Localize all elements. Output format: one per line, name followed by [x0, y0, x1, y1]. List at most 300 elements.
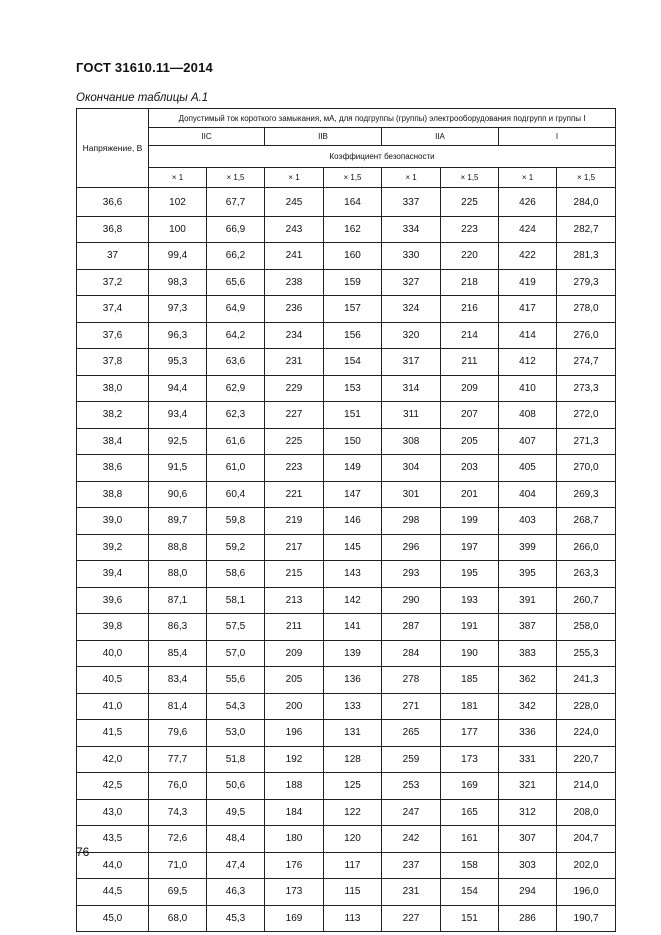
- voltage-cell: 38,2: [77, 402, 149, 429]
- current-cell: 383: [499, 640, 557, 667]
- current-cell: 228,0: [557, 693, 616, 720]
- current-cell: 320: [382, 322, 441, 349]
- current-cell: 278,0: [557, 296, 616, 323]
- current-cell: 64,2: [207, 322, 265, 349]
- current-cell: 67,7: [207, 188, 265, 217]
- voltage-cell: 42,5: [77, 773, 149, 800]
- current-cell: 301: [382, 481, 441, 508]
- current-cell: 241: [265, 243, 324, 270]
- current-cell: 287: [382, 614, 441, 641]
- current-cell: 324: [382, 296, 441, 323]
- table-row: [77, 826, 616, 853]
- voltage-cell: 40,5: [77, 667, 149, 694]
- current-cell: 207: [441, 402, 499, 429]
- current-cell: 410: [499, 375, 557, 402]
- current-cell: 229: [265, 375, 324, 402]
- table-body: [77, 188, 616, 932]
- current-cell: 159: [324, 269, 382, 296]
- current-cell: 224,0: [557, 720, 616, 747]
- current-cell: 414: [499, 322, 557, 349]
- current-cell: 153: [324, 375, 382, 402]
- current-cell: 336: [499, 720, 557, 747]
- current-cell: 245: [265, 188, 324, 217]
- table-row: [77, 693, 616, 720]
- current-cell: 214: [441, 322, 499, 349]
- factor-header: × 1: [149, 168, 207, 188]
- current-cell: 234: [265, 322, 324, 349]
- current-cell: 94,4: [149, 375, 207, 402]
- current-cell: 196,0: [557, 879, 616, 906]
- current-cell: 185: [441, 667, 499, 694]
- current-cell: 141: [324, 614, 382, 641]
- voltage-cell: 36,6: [77, 188, 149, 217]
- voltage-cell: 39,6: [77, 587, 149, 614]
- current-cell: 188: [265, 773, 324, 800]
- table-row: [77, 773, 616, 800]
- current-cell: 271,3: [557, 428, 616, 455]
- table-row: [77, 216, 616, 243]
- voltage-cell: 44,5: [77, 879, 149, 906]
- current-cell: 219: [265, 508, 324, 535]
- table-row: [77, 614, 616, 641]
- current-cell: 180: [265, 826, 324, 853]
- voltage-cell: 41,5: [77, 720, 149, 747]
- current-cell: 272,0: [557, 402, 616, 429]
- current-cell: 81,4: [149, 693, 207, 720]
- table-row: [77, 322, 616, 349]
- table-row: [77, 640, 616, 667]
- current-cell: 220,7: [557, 746, 616, 773]
- current-cell: 258,0: [557, 614, 616, 641]
- current-cell: 91,5: [149, 455, 207, 482]
- table-row: [77, 243, 616, 270]
- current-cell: 404: [499, 481, 557, 508]
- current-cell: 60,4: [207, 481, 265, 508]
- table-row: [77, 587, 616, 614]
- current-cell: 64,9: [207, 296, 265, 323]
- current-cell: 45,3: [207, 905, 265, 932]
- current-cell: 58,6: [207, 561, 265, 588]
- voltage-header: Напряжение, В: [77, 109, 149, 188]
- table-caption: Окончание таблицы А.1: [76, 92, 209, 104]
- current-cell: 120: [324, 826, 382, 853]
- table-row: [77, 428, 616, 455]
- table-row: [77, 349, 616, 376]
- current-cell: 217: [265, 534, 324, 561]
- factor-header: × 1,5: [324, 168, 382, 188]
- current-cell: 205: [265, 667, 324, 694]
- current-cell: 294: [499, 879, 557, 906]
- current-cell: 417: [499, 296, 557, 323]
- current-cell: 146: [324, 508, 382, 535]
- current-cell: 86,3: [149, 614, 207, 641]
- current-cell: 51,8: [207, 746, 265, 773]
- current-cell: 221: [265, 481, 324, 508]
- current-cell: 191: [441, 614, 499, 641]
- current-cell: 290: [382, 587, 441, 614]
- current-cell: 190,7: [557, 905, 616, 932]
- factor-header: × 1: [499, 168, 557, 188]
- current-table: [76, 108, 616, 932]
- current-cell: 337: [382, 188, 441, 217]
- table-row: [77, 799, 616, 826]
- current-cell: 169: [441, 773, 499, 800]
- current-cell: 216: [441, 296, 499, 323]
- current-cell: 173: [265, 879, 324, 906]
- current-cell: 158: [441, 852, 499, 879]
- current-cell: 113: [324, 905, 382, 932]
- current-cell: 327: [382, 269, 441, 296]
- current-cell: 218: [441, 269, 499, 296]
- current-cell: 405: [499, 455, 557, 482]
- current-cell: 204,7: [557, 826, 616, 853]
- current-cell: 62,3: [207, 402, 265, 429]
- current-cell: 76,0: [149, 773, 207, 800]
- current-cell: 236: [265, 296, 324, 323]
- current-cell: 321: [499, 773, 557, 800]
- current-cell: 247: [382, 799, 441, 826]
- current-cell: 331: [499, 746, 557, 773]
- current-cell: 225: [265, 428, 324, 455]
- current-cell: 238: [265, 269, 324, 296]
- current-cell: 201: [441, 481, 499, 508]
- current-cell: 156: [324, 322, 382, 349]
- table-row: [77, 188, 616, 217]
- voltage-cell: 37: [77, 243, 149, 270]
- current-cell: 211: [265, 614, 324, 641]
- table-row: [77, 852, 616, 879]
- current-cell: 49,5: [207, 799, 265, 826]
- voltage-cell: 38,4: [77, 428, 149, 455]
- current-cell: 154: [324, 349, 382, 376]
- current-cell: 160: [324, 243, 382, 270]
- current-cell: 223: [441, 216, 499, 243]
- current-cell: 50,6: [207, 773, 265, 800]
- current-cell: 164: [324, 188, 382, 217]
- current-cell: 57,5: [207, 614, 265, 641]
- current-cell: 46,3: [207, 879, 265, 906]
- current-cell: 165: [441, 799, 499, 826]
- current-cell: 79,6: [149, 720, 207, 747]
- current-cell: 227: [265, 402, 324, 429]
- current-cell: 334: [382, 216, 441, 243]
- current-cell: 395: [499, 561, 557, 588]
- current-cell: 115: [324, 879, 382, 906]
- current-cell: 412: [499, 349, 557, 376]
- voltage-cell: 41,0: [77, 693, 149, 720]
- current-cell: 196: [265, 720, 324, 747]
- voltage-cell: 43,0: [77, 799, 149, 826]
- voltage-cell: 39,4: [77, 561, 149, 588]
- current-cell: 197: [441, 534, 499, 561]
- group-header: IIA: [382, 128, 499, 146]
- current-cell: 83,4: [149, 667, 207, 694]
- current-cell: 312: [499, 799, 557, 826]
- voltage-cell: 37,6: [77, 322, 149, 349]
- current-cell: 298: [382, 508, 441, 535]
- current-cell: 177: [441, 720, 499, 747]
- table-row: [77, 561, 616, 588]
- current-cell: 231: [265, 349, 324, 376]
- current-cell: 293: [382, 561, 441, 588]
- current-cell: 117: [324, 852, 382, 879]
- current-cell: 74,3: [149, 799, 207, 826]
- current-cell: 243: [265, 216, 324, 243]
- voltage-cell: 44,0: [77, 852, 149, 879]
- current-cell: 88,8: [149, 534, 207, 561]
- current-cell: 88,0: [149, 561, 207, 588]
- current-cell: 145: [324, 534, 382, 561]
- table-row: [77, 508, 616, 535]
- current-cell: 317: [382, 349, 441, 376]
- current-cell: 66,9: [207, 216, 265, 243]
- current-cell: 199: [441, 508, 499, 535]
- current-cell: 57,0: [207, 640, 265, 667]
- current-cell: 308: [382, 428, 441, 455]
- factor-header: × 1,5: [207, 168, 265, 188]
- current-cell: 281,3: [557, 243, 616, 270]
- current-cell: 54,3: [207, 693, 265, 720]
- current-cell: 68,0: [149, 905, 207, 932]
- group-header: I: [499, 128, 616, 146]
- current-cell: 311: [382, 402, 441, 429]
- current-cell: 214,0: [557, 773, 616, 800]
- current-cell: 131: [324, 720, 382, 747]
- current-cell: 139: [324, 640, 382, 667]
- current-cell: 99,4: [149, 243, 207, 270]
- current-cell: 265: [382, 720, 441, 747]
- voltage-cell: 38,8: [77, 481, 149, 508]
- current-cell: 202,0: [557, 852, 616, 879]
- current-cell: 48,4: [207, 826, 265, 853]
- current-cell: 190: [441, 640, 499, 667]
- current-cell: 61,6: [207, 428, 265, 455]
- table-row: [77, 746, 616, 773]
- current-cell: 419: [499, 269, 557, 296]
- current-cell: 279,3: [557, 269, 616, 296]
- document-header: ГОСТ 31610.11—2014: [76, 60, 213, 75]
- current-cell: 209: [441, 375, 499, 402]
- current-cell: 284,0: [557, 188, 616, 217]
- current-cell: 58,1: [207, 587, 265, 614]
- current-cell: 72,6: [149, 826, 207, 853]
- current-cell: 157: [324, 296, 382, 323]
- current-cell: 100: [149, 216, 207, 243]
- current-cell: 102: [149, 188, 207, 217]
- current-cell: 387: [499, 614, 557, 641]
- current-cell: 169: [265, 905, 324, 932]
- current-cell: 192: [265, 746, 324, 773]
- current-cell: 304: [382, 455, 441, 482]
- current-cell: 98,3: [149, 269, 207, 296]
- current-cell: 162: [324, 216, 382, 243]
- current-cell: 150: [324, 428, 382, 455]
- current-cell: 47,4: [207, 852, 265, 879]
- current-cell: 330: [382, 243, 441, 270]
- current-cell: 276,0: [557, 322, 616, 349]
- current-cell: 220: [441, 243, 499, 270]
- current-cell: 122: [324, 799, 382, 826]
- current-cell: 85,4: [149, 640, 207, 667]
- voltage-cell: 37,4: [77, 296, 149, 323]
- table-row: [77, 667, 616, 694]
- current-cell: 403: [499, 508, 557, 535]
- current-cell: 278: [382, 667, 441, 694]
- current-cell: 151: [324, 402, 382, 429]
- page-number: 76: [76, 845, 90, 859]
- current-cell: 128: [324, 746, 382, 773]
- current-cell: 133: [324, 693, 382, 720]
- current-cell: 92,5: [149, 428, 207, 455]
- current-cell: 241,3: [557, 667, 616, 694]
- factor-header: × 1: [265, 168, 324, 188]
- current-cell: 59,2: [207, 534, 265, 561]
- current-cell: 215: [265, 561, 324, 588]
- current-cell: 200: [265, 693, 324, 720]
- current-cell: 90,6: [149, 481, 207, 508]
- group-header: IIB: [265, 128, 382, 146]
- current-cell: 184: [265, 799, 324, 826]
- current-cell: 62,9: [207, 375, 265, 402]
- voltage-cell: 36,8: [77, 216, 149, 243]
- current-cell: 63,6: [207, 349, 265, 376]
- current-cell: 151: [441, 905, 499, 932]
- current-cell: 391: [499, 587, 557, 614]
- voltage-cell: 42,0: [77, 746, 149, 773]
- current-cell: 71,0: [149, 852, 207, 879]
- current-cell: 205: [441, 428, 499, 455]
- current-cell: 154: [441, 879, 499, 906]
- current-cell: 237: [382, 852, 441, 879]
- current-cell: 136: [324, 667, 382, 694]
- current-cell: 213: [265, 587, 324, 614]
- current-cell: 142: [324, 587, 382, 614]
- table-row: [77, 455, 616, 482]
- current-cell: 227: [382, 905, 441, 932]
- current-cell: 271: [382, 693, 441, 720]
- table-row: [77, 879, 616, 906]
- current-cell: 209: [265, 640, 324, 667]
- voltage-cell: 37,8: [77, 349, 149, 376]
- table-row: [77, 375, 616, 402]
- current-cell: 55,6: [207, 667, 265, 694]
- current-cell: 161: [441, 826, 499, 853]
- current-cell: 203: [441, 455, 499, 482]
- current-cell: 268,7: [557, 508, 616, 535]
- voltage-cell: 37,2: [77, 269, 149, 296]
- voltage-cell: 39,0: [77, 508, 149, 535]
- current-cell: 408: [499, 402, 557, 429]
- current-cell: 407: [499, 428, 557, 455]
- current-cell: 242: [382, 826, 441, 853]
- current-cell: 266,0: [557, 534, 616, 561]
- factor-header: × 1: [382, 168, 441, 188]
- current-cell: 208,0: [557, 799, 616, 826]
- voltage-cell: 38,6: [77, 455, 149, 482]
- current-cell: 260,7: [557, 587, 616, 614]
- current-cell: 362: [499, 667, 557, 694]
- current-cell: 125: [324, 773, 382, 800]
- factor-header: × 1,5: [441, 168, 499, 188]
- current-cell: 253: [382, 773, 441, 800]
- current-cell: 303: [499, 852, 557, 879]
- current-cell: 61,0: [207, 455, 265, 482]
- table-row: [77, 534, 616, 561]
- current-cell: 93,4: [149, 402, 207, 429]
- current-cell: 95,3: [149, 349, 207, 376]
- current-cell: 274,7: [557, 349, 616, 376]
- current-cell: 149: [324, 455, 382, 482]
- current-cell: 269,3: [557, 481, 616, 508]
- current-cell: 173: [441, 746, 499, 773]
- current-cell: 296: [382, 534, 441, 561]
- current-cell: 59,8: [207, 508, 265, 535]
- table-row: [77, 905, 616, 932]
- current-cell: 223: [265, 455, 324, 482]
- current-cell: 211: [441, 349, 499, 376]
- current-cell: 96,3: [149, 322, 207, 349]
- current-cell: 89,7: [149, 508, 207, 535]
- voltage-cell: 38,0: [77, 375, 149, 402]
- table-row: [77, 402, 616, 429]
- current-cell: 263,3: [557, 561, 616, 588]
- current-cell: 193: [441, 587, 499, 614]
- current-cell: 426: [499, 188, 557, 217]
- current-header: Допустимый ток короткого замыкания, мА, для подгруппы (группы) электрооборудования подгрупп и группы I: [149, 109, 616, 128]
- current-cell: 87,1: [149, 587, 207, 614]
- table-row: [77, 269, 616, 296]
- current-cell: 286: [499, 905, 557, 932]
- current-cell: 424: [499, 216, 557, 243]
- current-cell: 65,6: [207, 269, 265, 296]
- voltage-cell: 43,5: [77, 826, 149, 853]
- voltage-cell: 39,8: [77, 614, 149, 641]
- current-cell: 273,3: [557, 375, 616, 402]
- current-cell: 259: [382, 746, 441, 773]
- voltage-cell: 40,0: [77, 640, 149, 667]
- current-cell: 66,2: [207, 243, 265, 270]
- safety-factor-header: Коэффициент безопасности: [149, 146, 616, 168]
- current-cell: 399: [499, 534, 557, 561]
- current-cell: 147: [324, 481, 382, 508]
- voltage-cell: 45,0: [77, 905, 149, 932]
- table-row: [77, 296, 616, 323]
- table-header: [77, 109, 616, 188]
- table-row: [77, 720, 616, 747]
- current-cell: 53,0: [207, 720, 265, 747]
- group-header: IIC: [149, 128, 265, 146]
- current-cell: 270,0: [557, 455, 616, 482]
- current-cell: 314: [382, 375, 441, 402]
- current-cell: 176: [265, 852, 324, 879]
- current-cell: 255,3: [557, 640, 616, 667]
- current-cell: 225: [441, 188, 499, 217]
- current-cell: 77,7: [149, 746, 207, 773]
- current-cell: 181: [441, 693, 499, 720]
- voltage-cell: 39,2: [77, 534, 149, 561]
- current-cell: 69,5: [149, 879, 207, 906]
- current-cell: 307: [499, 826, 557, 853]
- table-row: [77, 481, 616, 508]
- current-cell: 284: [382, 640, 441, 667]
- current-cell: 342: [499, 693, 557, 720]
- factor-header: × 1,5: [557, 168, 616, 188]
- current-cell: 97,3: [149, 296, 207, 323]
- current-cell: 422: [499, 243, 557, 270]
- current-cell: 195: [441, 561, 499, 588]
- current-cell: 282,7: [557, 216, 616, 243]
- current-cell: 143: [324, 561, 382, 588]
